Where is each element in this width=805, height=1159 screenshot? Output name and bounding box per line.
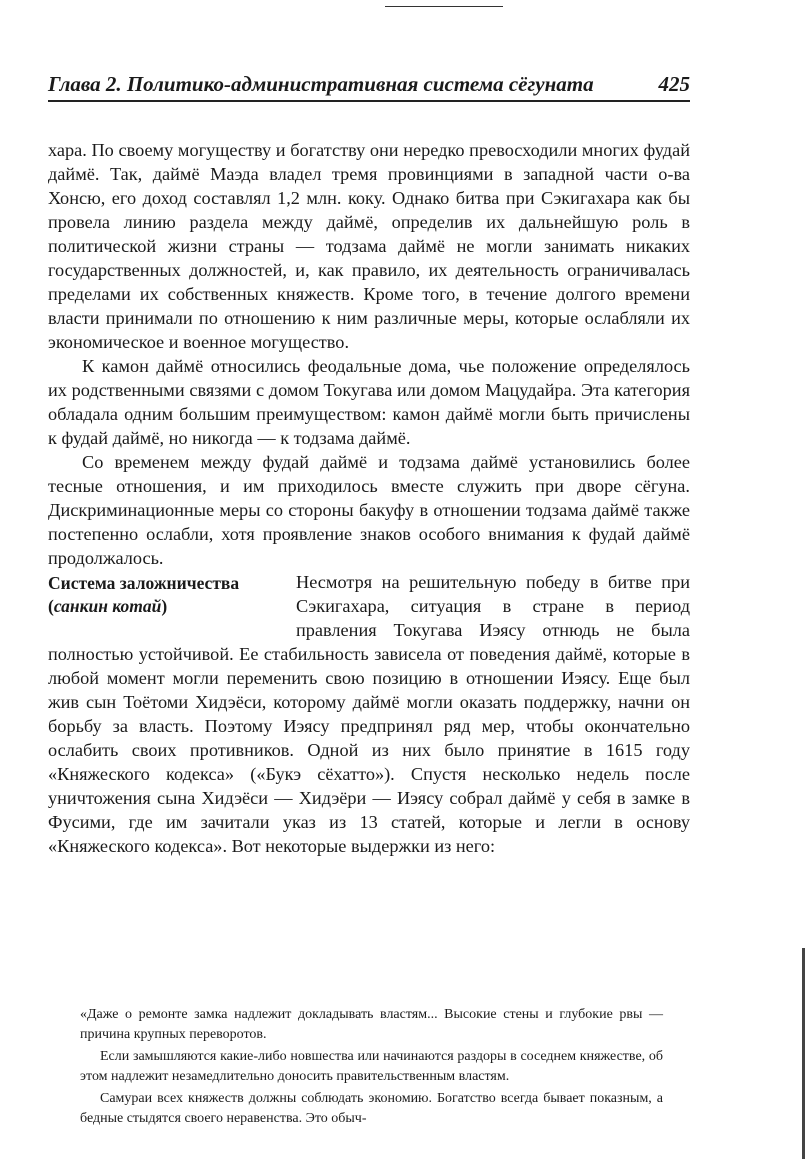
- side-heading-main: Система заложничества (: [48, 573, 240, 616]
- paragraph-2: К камон даймё относились феодальные дома, чье положение определялось их родственными связями с домом Токугава или домом Мацудайра. Эта категория обладала одним большим преимуществом: камон даймё могли быть причислены к фудай даймё, но никогда — к тодзама даймё.: [48, 356, 690, 448]
- paragraph-4: Несмотря на решительную победу в битве при Сэкигахара, ситуация в стране в период правления Токугава Иэясу отнюдь не была полностью устойчивой. Ее стабильность зависела от поведения даймё, которые в любой момент могли переменить свою позицию в отношении Иэясу. Еще был жив сын Тоётоми Хидэёси, которому даймё могли оказать поддержку, начни он борьбу за власть. Поэтому Иэясу предпринял ряд мер, чтобы окончательно ослабить своих противников. Одной из них было принятие в 1615 году «Княжеского кодекса» («Букэ сёхатто»). Спустя несколько недель после уничтожения сына Хидэёси — Хидэёри — Иэясу собрал даймё у себя в замке в Фусими, где им зачитали указ из 13 статей, которые и легли в основу «Княжеского кодекса». Вот некоторые выдержки из него:: [48, 572, 690, 856]
- running-header: [48, 72, 690, 102]
- side-heading-term: санкин котай: [53, 596, 162, 616]
- chapter-title: Глава 2. Политико-административная система сёгуната: [48, 72, 594, 96]
- paragraph-1: хара. По своему могуществу и богатству они нередко превосходили многих фудай даймё. Так, даймё Маэда владел тремя провинциями в западной части о-ва Хонсю, его доход составлял 1,2 млн. коку. Однако битва при Сэкигахара как бы провела линию раздела между даймё, определив их дальнейшую роль в политической жизни страны — тодзама даймё не могли занимать никаких государственных должностей, и, как правило, их деятельность ограничивалась пределами их собственных княжеств. Кроме того, в течение долгого времени власти принимали по отношению к ним различные меры, которые ослабляли их экономическое и военное могущество.: [48, 140, 690, 352]
- side-heading: [48, 572, 274, 618]
- quotation-block: [80, 1005, 663, 1131]
- quote-3: Самураи всех княжеств должны соблюдать экономию. Богатство всегда бывает показным, а бедные стыдятся своего неравенства. Это обыч-: [80, 1091, 663, 1126]
- quote-2: Если замышляются какие-либо новшества или начинаются раздоры в соседнем княжестве, об этом надлежит незамедлительно доносить правительственным властям.: [80, 1049, 663, 1084]
- top-rule: [385, 6, 503, 7]
- page-number: 425: [658, 72, 690, 96]
- quote-1: «Даже о ремонте замка надлежит докладывать властям... Высокие стены и глубокие рвы — причина крупных переворотов.: [80, 1007, 663, 1042]
- paragraph-3: Со временем между фудай даймё и тодзама даймё установились более тесные отношения, и им приходилось вместе служить при дворе сёгуна. Дискриминационные меры со стороны бакуфу в отношении тодзама даймё также постепенно ослабли, хотя проявление знаков особого внимания к фудай даймё продолжалось.: [48, 452, 690, 568]
- side-heading-close: ): [161, 596, 168, 616]
- main-text: [48, 138, 690, 858]
